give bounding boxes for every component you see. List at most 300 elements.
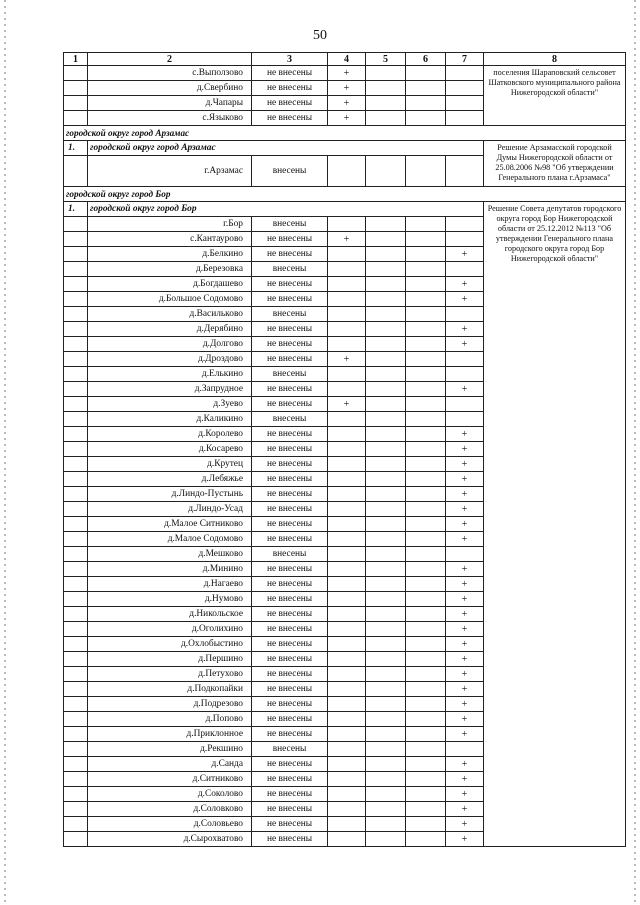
row-number-cell xyxy=(64,607,88,622)
column-7-mark: + xyxy=(446,517,484,532)
status-cell: не внесены xyxy=(252,817,328,832)
column-6-mark xyxy=(406,96,446,111)
status-cell: не внесены xyxy=(252,757,328,772)
column-6-mark xyxy=(406,412,446,427)
column-7-mark: + xyxy=(446,322,484,337)
column-6-mark xyxy=(406,262,446,277)
column-7-mark xyxy=(446,217,484,232)
column-header: 7 xyxy=(446,53,484,66)
column-4-mark xyxy=(328,832,366,847)
column-4-mark xyxy=(328,337,366,352)
column-7-mark: + xyxy=(446,637,484,652)
settlement-name: д.Каликино xyxy=(88,412,252,427)
column-4-mark xyxy=(328,412,366,427)
settlement-name: д.Косарево xyxy=(88,442,252,457)
status-cell: внесены xyxy=(252,547,328,562)
row-number-cell xyxy=(64,412,88,427)
column-5-mark xyxy=(366,292,406,307)
settlement-name: д.Соколово xyxy=(88,787,252,802)
column-5-mark xyxy=(366,382,406,397)
column-6-mark xyxy=(406,277,446,292)
settlement-name: д.Дроздово xyxy=(88,352,252,367)
column-4-mark xyxy=(328,156,366,187)
column-4-mark xyxy=(328,577,366,592)
status-cell: внесены xyxy=(252,262,328,277)
row-number-cell xyxy=(64,682,88,697)
row-number-cell xyxy=(64,562,88,577)
column-header: 2 xyxy=(88,53,252,66)
column-6-mark xyxy=(406,66,446,81)
status-cell: не внесены xyxy=(252,787,328,802)
column-4-mark xyxy=(328,367,366,382)
column-6-mark xyxy=(406,712,446,727)
status-cell: внесены xyxy=(252,742,328,757)
column-5-mark xyxy=(366,547,406,562)
page-number: 50 xyxy=(313,28,327,43)
column-6-mark xyxy=(406,472,446,487)
column-4-mark xyxy=(328,247,366,262)
settlement-name: д.Долгово xyxy=(88,337,252,352)
column-6-mark xyxy=(406,832,446,847)
column-7-mark: + xyxy=(446,802,484,817)
column-4-mark xyxy=(328,502,366,517)
row-number-cell xyxy=(64,637,88,652)
column-7-mark: + xyxy=(446,757,484,772)
settlement-name: д.Петухово xyxy=(88,667,252,682)
column-6-mark xyxy=(406,217,446,232)
column-4-mark xyxy=(328,757,366,772)
row-number-cell xyxy=(64,232,88,247)
column-7-mark: + xyxy=(446,697,484,712)
row-number-cell xyxy=(64,81,88,96)
settlement-name: д.Охлобыстино xyxy=(88,637,252,652)
column-7-mark: + xyxy=(446,607,484,622)
status-cell: внесены xyxy=(252,367,328,382)
settlement-name: д.Мешково xyxy=(88,547,252,562)
status-cell: не внесены xyxy=(252,802,328,817)
column-7-mark xyxy=(446,547,484,562)
column-5-mark xyxy=(366,81,406,96)
column-6-mark xyxy=(406,502,446,517)
column-7-mark: + xyxy=(446,712,484,727)
status-cell: не внесены xyxy=(252,562,328,577)
status-cell: не внесены xyxy=(252,81,328,96)
row-number-cell xyxy=(64,307,88,322)
column-7-mark: + xyxy=(446,772,484,787)
settlement-name: д.Запрудное xyxy=(88,382,252,397)
column-6-mark xyxy=(406,232,446,247)
column-6-mark xyxy=(406,802,446,817)
row-number-cell xyxy=(64,352,88,367)
settlement-name: д.Дерябино xyxy=(88,322,252,337)
column-4-mark xyxy=(328,442,366,457)
row-number-cell xyxy=(64,277,88,292)
row-number-cell xyxy=(64,817,88,832)
column-7-mark xyxy=(446,397,484,412)
column-7-mark xyxy=(446,156,484,187)
column-5-mark xyxy=(366,337,406,352)
column-5-mark xyxy=(366,682,406,697)
settlement-name: д.Малое Содомово xyxy=(88,532,252,547)
column-7-mark: + xyxy=(446,727,484,742)
section-row xyxy=(64,126,626,141)
settlement-name: д.Королево xyxy=(88,427,252,442)
column-7-mark: + xyxy=(446,592,484,607)
column-5-mark xyxy=(366,247,406,262)
row-number-cell xyxy=(64,262,88,277)
settlement-name: д.Першино xyxy=(88,652,252,667)
column-4-mark xyxy=(328,727,366,742)
status-cell: внесены xyxy=(252,307,328,322)
column-7-mark: + xyxy=(446,487,484,502)
subsection-title: городской округ город Бор xyxy=(88,202,484,217)
column-7-mark: + xyxy=(446,622,484,637)
column-5-mark xyxy=(366,156,406,187)
row-number-cell xyxy=(64,622,88,637)
column-5-mark xyxy=(366,472,406,487)
column-5-mark xyxy=(366,832,406,847)
column-4-mark: + xyxy=(328,232,366,247)
column-7-mark xyxy=(446,307,484,322)
settlement-name: д.Никольское xyxy=(88,607,252,622)
column-6-mark xyxy=(406,397,446,412)
column-6-mark xyxy=(406,487,446,502)
right-scan-edge xyxy=(634,0,636,905)
status-cell: не внесены xyxy=(252,111,328,126)
column-6-mark xyxy=(406,607,446,622)
row-number-cell xyxy=(64,667,88,682)
column-7-mark xyxy=(446,742,484,757)
column-4-mark xyxy=(328,307,366,322)
column-header: 3 xyxy=(252,53,328,66)
column-header: 5 xyxy=(366,53,406,66)
row-number-cell xyxy=(64,111,88,126)
status-cell: не внесены xyxy=(252,487,328,502)
column-5-mark xyxy=(366,352,406,367)
column-4-mark xyxy=(328,532,366,547)
row-number-cell xyxy=(64,712,88,727)
settlement-name: д.Сырохватово xyxy=(88,832,252,847)
column-4-mark xyxy=(328,652,366,667)
settlement-name: д.Богдашево xyxy=(88,277,252,292)
row-number-cell xyxy=(64,577,88,592)
settlement-name: с.Выползово xyxy=(88,66,252,81)
column-6-mark xyxy=(406,622,446,637)
status-cell: не внесены xyxy=(252,277,328,292)
row-number-cell xyxy=(64,652,88,667)
row-number-cell xyxy=(64,247,88,262)
column-7-mark: + xyxy=(446,667,484,682)
column-6-mark xyxy=(406,457,446,472)
column-5-mark xyxy=(366,322,406,337)
settlement-name: д.Малое Ситниково xyxy=(88,517,252,532)
column-6-mark xyxy=(406,637,446,652)
column-7-mark: + xyxy=(446,817,484,832)
column-4-mark xyxy=(328,742,366,757)
settlement-name: д.Большое Содомово xyxy=(88,292,252,307)
settlement-name: д.Попово xyxy=(88,712,252,727)
column-7-mark: + xyxy=(446,502,484,517)
column-5-mark xyxy=(366,111,406,126)
subsection-row xyxy=(64,202,626,217)
status-cell: внесены xyxy=(252,217,328,232)
settlement-name: д.Свербино xyxy=(88,81,252,96)
status-cell: не внесены xyxy=(252,322,328,337)
column-4-mark xyxy=(328,697,366,712)
row-number-cell xyxy=(64,802,88,817)
table-row xyxy=(64,66,626,81)
column-5-mark xyxy=(366,562,406,577)
column-5-mark xyxy=(366,622,406,637)
row-number-cell xyxy=(64,457,88,472)
column-5-mark xyxy=(366,66,406,81)
settlement-name: д.Белкино xyxy=(88,247,252,262)
settlement-name: г.Бор xyxy=(88,217,252,232)
column-7-mark: + xyxy=(446,562,484,577)
column-6-mark xyxy=(406,697,446,712)
column-6-mark xyxy=(406,592,446,607)
column-4-mark xyxy=(328,802,366,817)
settlement-name: г.Арзамас xyxy=(88,156,252,187)
row-number-cell xyxy=(64,382,88,397)
status-cell: не внесены xyxy=(252,712,328,727)
column-7-mark: + xyxy=(446,427,484,442)
column-4-mark xyxy=(328,457,366,472)
settlement-name: д.Лебяжье xyxy=(88,472,252,487)
column-4-mark xyxy=(328,562,366,577)
status-cell: не внесены xyxy=(252,337,328,352)
status-cell: не внесены xyxy=(252,697,328,712)
column-7-mark xyxy=(446,412,484,427)
status-cell: не внесены xyxy=(252,592,328,607)
column-5-mark xyxy=(366,277,406,292)
column-7-mark: + xyxy=(446,682,484,697)
column-4-mark xyxy=(328,817,366,832)
column-header: 8 xyxy=(484,53,626,66)
column-6-mark xyxy=(406,682,446,697)
settlement-name: с.Языково xyxy=(88,111,252,126)
column-7-mark: + xyxy=(446,457,484,472)
column-5-mark xyxy=(366,532,406,547)
column-4-mark xyxy=(328,607,366,622)
settlement-name: д.Приклонное xyxy=(88,727,252,742)
column-header: 1 xyxy=(64,53,88,66)
decision-note: поселения Шараповский сельсовет Шатковского муниципального района Нижегородской области" xyxy=(484,66,626,126)
column-7-mark: + xyxy=(446,337,484,352)
column-6-mark xyxy=(406,307,446,322)
subsection-title: городской округ город Арзамас xyxy=(88,141,484,156)
column-6-mark xyxy=(406,562,446,577)
column-6-mark xyxy=(406,292,446,307)
status-cell: не внесены xyxy=(252,66,328,81)
column-5-mark xyxy=(366,427,406,442)
status-cell: не внесены xyxy=(252,517,328,532)
column-4-mark xyxy=(328,712,366,727)
status-cell: не внесены xyxy=(252,457,328,472)
column-4-mark xyxy=(328,592,366,607)
column-4-mark: + xyxy=(328,397,366,412)
column-4-mark xyxy=(328,547,366,562)
column-4-mark xyxy=(328,322,366,337)
column-5-mark xyxy=(366,487,406,502)
status-cell: не внесены xyxy=(252,397,328,412)
column-7-mark xyxy=(446,81,484,96)
column-4-mark xyxy=(328,292,366,307)
column-6-mark xyxy=(406,757,446,772)
status-cell: не внесены xyxy=(252,682,328,697)
column-header: 4 xyxy=(328,53,366,66)
row-number-cell xyxy=(64,532,88,547)
column-4-mark xyxy=(328,472,366,487)
column-6-mark xyxy=(406,727,446,742)
settlement-name: д.Подкопайки xyxy=(88,682,252,697)
row-number-cell xyxy=(64,292,88,307)
row-number-cell xyxy=(64,592,88,607)
row-number-cell xyxy=(64,742,88,757)
column-7-mark: + xyxy=(446,532,484,547)
column-6-mark xyxy=(406,517,446,532)
left-scan-edge xyxy=(4,0,6,905)
column-4-mark xyxy=(328,277,366,292)
status-cell: не внесены xyxy=(252,232,328,247)
column-7-mark xyxy=(446,66,484,81)
column-5-mark xyxy=(366,217,406,232)
column-7-mark xyxy=(446,367,484,382)
column-7-mark xyxy=(446,262,484,277)
column-6-mark xyxy=(406,532,446,547)
column-7-mark: + xyxy=(446,472,484,487)
column-header: 6 xyxy=(406,53,446,66)
column-5-mark xyxy=(366,787,406,802)
subsection-number: 1. xyxy=(64,141,88,156)
column-6-mark xyxy=(406,337,446,352)
row-number-cell xyxy=(64,832,88,847)
column-6-mark xyxy=(406,577,446,592)
status-cell: не внесены xyxy=(252,772,328,787)
column-4-mark xyxy=(328,427,366,442)
column-5-mark xyxy=(366,652,406,667)
column-4-mark xyxy=(328,382,366,397)
status-cell: не внесены xyxy=(252,832,328,847)
status-cell: не внесены xyxy=(252,427,328,442)
header-row xyxy=(64,53,626,66)
settlement-name: д.Елькино xyxy=(88,367,252,382)
settlement-name: д.Линдо-Усад xyxy=(88,502,252,517)
column-5-mark xyxy=(366,577,406,592)
column-4-mark xyxy=(328,682,366,697)
status-cell: не внесены xyxy=(252,247,328,262)
column-5-mark xyxy=(366,592,406,607)
column-5-mark xyxy=(366,232,406,247)
status-cell: не внесены xyxy=(252,292,328,307)
status-cell: не внесены xyxy=(252,502,328,517)
row-number-cell xyxy=(64,337,88,352)
status-cell: не внесены xyxy=(252,442,328,457)
column-5-mark xyxy=(366,367,406,382)
column-5-mark xyxy=(366,712,406,727)
status-cell: внесены xyxy=(252,156,328,187)
row-number-cell xyxy=(64,472,88,487)
column-4-mark xyxy=(328,622,366,637)
column-6-mark xyxy=(406,772,446,787)
row-number-cell xyxy=(64,217,88,232)
column-5-mark xyxy=(366,262,406,277)
column-5-mark xyxy=(366,307,406,322)
column-6-mark xyxy=(406,442,446,457)
column-5-mark xyxy=(366,697,406,712)
column-7-mark: + xyxy=(446,577,484,592)
column-7-mark: + xyxy=(446,787,484,802)
column-7-mark: + xyxy=(446,292,484,307)
row-number-cell xyxy=(64,787,88,802)
row-number-cell xyxy=(64,367,88,382)
column-4-mark: + xyxy=(328,352,366,367)
column-4-mark xyxy=(328,217,366,232)
column-6-mark xyxy=(406,111,446,126)
settlement-name: с.Кантаурово xyxy=(88,232,252,247)
column-7-mark xyxy=(446,96,484,111)
settlement-name: д.Березовка xyxy=(88,262,252,277)
status-cell: внесены xyxy=(252,412,328,427)
column-5-mark xyxy=(366,96,406,111)
row-number-cell xyxy=(64,547,88,562)
settlement-name: д.Нагаево xyxy=(88,577,252,592)
row-number-cell xyxy=(64,397,88,412)
settlement-name: д.Васильково xyxy=(88,307,252,322)
column-4-mark: + xyxy=(328,111,366,126)
status-cell: не внесены xyxy=(252,637,328,652)
row-number-cell xyxy=(64,772,88,787)
column-6-mark xyxy=(406,547,446,562)
decision-note: Решение Совета депутатов городского округа город Бор Нижегородской области от 25.12.2012 №113 "Об утверждении Генерального плана городского округа город Бор Нижегородской области" xyxy=(484,202,626,847)
row-number-cell xyxy=(64,727,88,742)
row-number-cell xyxy=(64,697,88,712)
section-row xyxy=(64,187,626,202)
column-7-mark: + xyxy=(446,382,484,397)
status-cell: не внесены xyxy=(252,622,328,637)
column-6-mark xyxy=(406,427,446,442)
status-cell: не внесены xyxy=(252,472,328,487)
status-cell: не внесены xyxy=(252,532,328,547)
column-5-mark xyxy=(366,607,406,622)
column-4-mark: + xyxy=(328,96,366,111)
column-5-mark xyxy=(366,772,406,787)
column-4-mark xyxy=(328,487,366,502)
column-6-mark xyxy=(406,652,446,667)
column-6-mark xyxy=(406,742,446,757)
column-6-mark xyxy=(406,322,446,337)
column-5-mark xyxy=(366,502,406,517)
column-6-mark xyxy=(406,787,446,802)
row-number-cell xyxy=(64,322,88,337)
row-number-cell xyxy=(64,66,88,81)
row-number-cell xyxy=(64,96,88,111)
section-title: городской округ город Бор xyxy=(64,187,626,202)
column-4-mark xyxy=(328,667,366,682)
column-6-mark xyxy=(406,817,446,832)
column-4-mark xyxy=(328,517,366,532)
column-7-mark: + xyxy=(446,442,484,457)
column-5-mark xyxy=(366,742,406,757)
column-4-mark xyxy=(328,262,366,277)
settlement-name: д.Чапары xyxy=(88,96,252,111)
settlement-name: д.Линдо-Пустынь xyxy=(88,487,252,502)
column-4-mark xyxy=(328,772,366,787)
status-cell: не внесены xyxy=(252,382,328,397)
status-cell: не внесены xyxy=(252,607,328,622)
column-6-mark xyxy=(406,247,446,262)
column-5-mark xyxy=(366,817,406,832)
